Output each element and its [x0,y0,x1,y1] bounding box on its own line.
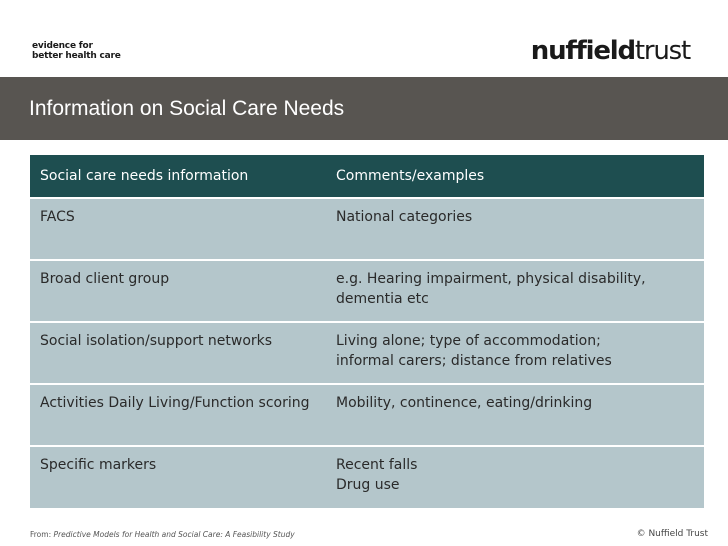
header-cell-info: Social care needs information [40,168,249,184]
table-cell-comments [336,385,704,445]
social-care-table [30,155,704,510]
tagline-line-1: evidence for [32,41,93,51]
table-row [30,261,704,323]
logo-text-trust: trust [634,36,690,66]
table-row [30,447,704,510]
source-title: Predictive Models for Health and Social Care: A Feasibility Study [53,530,295,539]
copyright: © Nuffield Trust [636,529,708,539]
table-cell-info: Broad client group [40,271,170,287]
header-cell-comments: Comments/examples [336,168,485,184]
comment-line: Mobility, continence, eating/drinking [336,395,593,411]
source-citation [30,530,295,539]
comment-line: dementia etc [336,291,429,307]
nuffield-trust-logo [531,36,690,66]
table-cell-comments [336,261,704,321]
tagline-line-2: better health care [32,51,121,61]
table-row [30,199,704,261]
table-cell-comments [336,447,704,508]
table-header-row [30,155,704,199]
table-cell-info: Specific markers [40,457,157,473]
logo-text-nuffield: nuffield [530,36,635,66]
comment-line: National categories [336,209,473,225]
comment-line: e.g. Hearing impairment, physical disability, [336,271,646,287]
tagline-logo [32,41,121,61]
page-title: Information on Social Care Needs [29,96,345,120]
table-cell-info: Activities Daily Living/Function scoring [40,395,310,411]
comment-line: Living alone; type of accommodation; [336,333,601,349]
comment-line: Drug use [336,477,400,493]
table-cell-info: Social isolation/support networks [40,333,273,349]
table-cell-info: FACS [40,209,75,225]
from-label: From: [30,530,52,539]
table-row [30,385,704,447]
comment-line: informal carers; distance from relatives [336,353,612,369]
table-cell-comments [336,199,704,259]
table-row [30,323,704,385]
comment-line: Recent falls [336,457,418,473]
title-bar [0,77,728,140]
table-cell-comments [336,323,704,383]
